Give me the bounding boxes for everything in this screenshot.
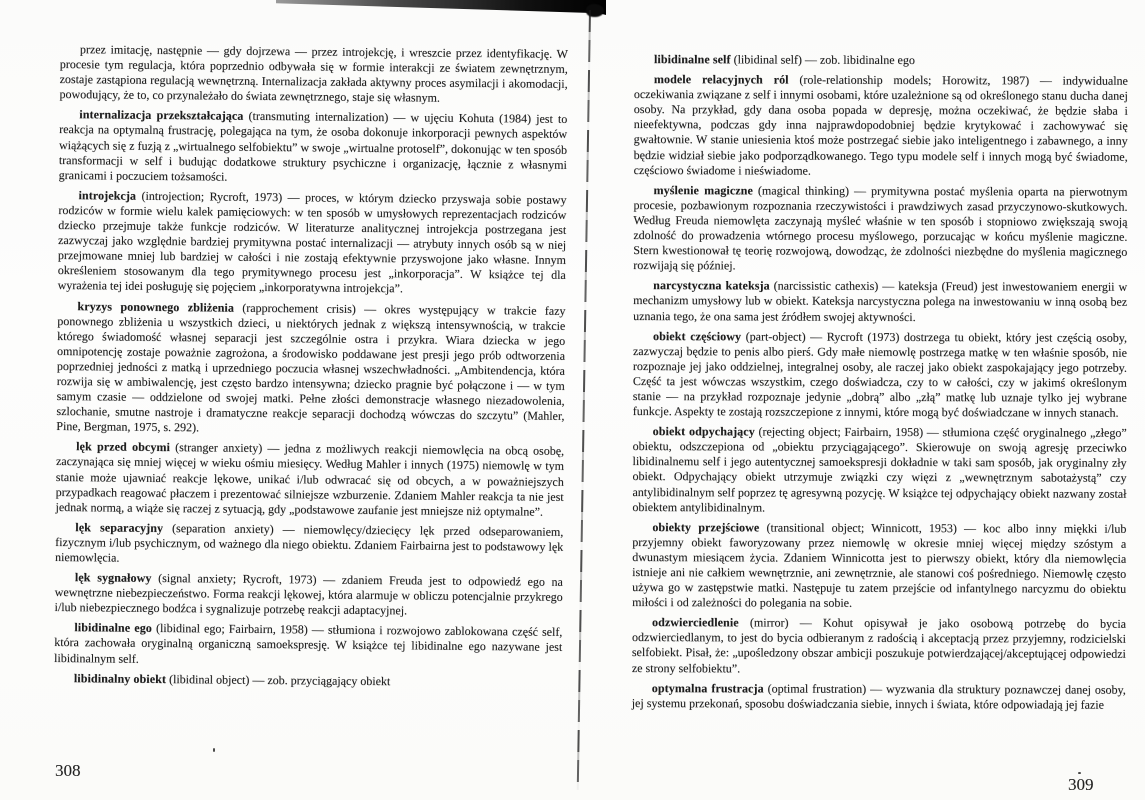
glossary-entry bbox=[633, 329, 1127, 421]
glossary-page-left bbox=[54, 42, 568, 696]
glossary-entry bbox=[59, 107, 568, 187]
entry-body: (stranger anxiety) — jedna z możliwych reakcji niemowlęcia na obcą osobę, zaczynająca się mniej więcej w wieku ośmiu miesięcy. Według Mahler i innych (1975) niemowlę w tym stanie może ujawniać reakcje lękowe, unikać i/lub odwracać się od obcych, a w poważniejszych przypadkach reagować płaczem i prezentować silniejsze wzburzenie. Zdaniem Mahler reakcja ta nie jest jednak normą, a wiąże się raczej z sytuacją, gdy „podstawowe zaufanie jest mniejsze niż optymalne”. bbox=[55, 440, 565, 519]
entry-term: modele relacyjnych ról bbox=[653, 72, 789, 87]
entry-body: (rapprochement crisis) — okres występujący w trakcie fazy ponownego zbliżenia u wszystkich dzieci, u niektórych jednak z większą intensywnością, w trakcie którego świadomość własnej separacji jest szczególnie ostra i przykra. Wiara dziecka w jego omnipotencję zostaje poważnie zagrożona, a środowisko poddawane jest presji jego prób odtworzenia poprzedniej jedności z matką i uprzedniego poczucia własnej wszechwładności. „Ambitendencja, która rozwija się w ambiwalencję, jest często bardzo intensywna; dziecko pragnie być połączone i — w tym samym czasie — oddzielone od swojej matki. Pełne złości demonstracje własnego niezadowolenia, szlochanie, smutne nastroje i dramatyczne reakcje separacji dochodzą wówczas do szczytu” (Mahler, Pine, Bergman, 1975, s. 292). bbox=[56, 300, 566, 435]
glossary-entry-continuation bbox=[59, 42, 568, 107]
entry-body: (transmuting internalization) — w ujęciu Kohuta (1984) jest to reakcja na optymalną frustrację, polegająca na tym, że osoba dokonuje inkorporacji pewnych aspektów wiążących się z fuzją z „wirtualnego selfobiektu” w swoje „wirtualne protoself”, dokonując w ten sposób transformacji w self i budując dodatkowe struktury psychiczne i organizację, łącznie z własnymi granicami i poczuciem tożsamości. bbox=[58, 109, 568, 184]
entry-term: introjekcja bbox=[78, 188, 137, 203]
entry-body: (magical thinking) — prymitywna postać myślenia oparta na pierwotnym procesie, pozbawionym rozpoznania rzeczywistości i prawdziwych zasad przyczynowo-skutkowych. Według Freuda niemowlęta zaczynają myśleć właśnie w ten sposób i stopniowo zwiększają swoją zdolność do prowadzenia wtórnego procesu myślowego, porzucając w końcu myślenie magiczne. Stern kwestionował tę teorię rozwojową, dowodząc, że zdolności niezbędne do myślenia magicznego rozwijają się później. bbox=[633, 183, 1128, 273]
entry-term: libidinalne ego bbox=[74, 620, 153, 636]
glossary-entry bbox=[634, 72, 1128, 179]
entry-term: narcystyczna kateksja bbox=[653, 278, 770, 293]
entry-term: internalizacja przekształcająca bbox=[79, 107, 244, 124]
entry-term: optymalna frustracja bbox=[651, 680, 764, 696]
entry-term: kryzys ponownego zbliżenia bbox=[77, 298, 235, 315]
glossary-entry bbox=[55, 439, 564, 519]
glossary-entry bbox=[634, 52, 1128, 69]
entry-term: lęk separacyjny bbox=[75, 519, 164, 535]
entry-body: (narcissistic cathexis) — kateksja (Freud) jest inwestowaniem energii w mechanizm umysłowy lub w obiekt. Kateksja narcystyczna polega na inwestowaniu w inną osobą bez uznania tego, że ona sama jest źródłem swojej aktywności. bbox=[633, 278, 1128, 324]
glossary-entry bbox=[632, 520, 1126, 612]
entry-body: (introjection; Rycroft, 1973) — proces, w którym dziecko przyswaja sobie postawy rodziców w formie wielu kalek pamięciowych: w ten sposób w umysłowych reprezentacjach rodziców dziecko przejmuje także funkcje rodziców. W literaturze analitycznej introjekcja postrzegana jest zazwyczaj jako względnie bardziej prymitywna postać internalizacji — atrybuty innych osób są w niej przejmowane mniej lub bardziej w całości i nie zostają efektywnie przyswojone jako własne. Innym określeniem stosowanym dla tego prymitywnego procesu jest „inkorporacja”. W książce tej dla wyrażenia tej idei posługuję się pojęciem „inkorporatywna introjekcja”. bbox=[57, 188, 567, 296]
entry-term: lęk przed obcymi bbox=[76, 439, 171, 455]
page-number-right: 309 bbox=[1068, 775, 1094, 794]
glossary-entry bbox=[55, 520, 563, 570]
entry-body: (signal anxiety; Rycroft, 1973) — zdaniem Freuda jest to odpowiedź ego na wewnętrzne niebezpieczeństwo. Forma reakcji lękowej, która alarmuje w obliczu potencjalnie przykrego i/lub niebezpiecznego bodźca i sygnalizuje potrzebę reakcji adaptacyjnej. bbox=[54, 570, 563, 618]
glossary-entry bbox=[54, 570, 562, 620]
scan-speck bbox=[1078, 772, 1081, 774]
entry-term: odzwierciedlenie bbox=[651, 615, 739, 630]
glossary-entry bbox=[54, 671, 562, 691]
entry-term: obiekty przejściowe bbox=[652, 519, 760, 535]
entry-body: (mirror) — Kohut opisywał je jako osobową potrzebę do bycia odzwierciedlanym, to jest do bycia odbieranym z radością i akceptacją przez przyjemny, rodzicielski selfobiekt. Pisał, że: „upośledzony obszar ambicji poszukuje potwierdzającej/akceptującej odpowiedzi ze strony selfobiektu”. bbox=[631, 615, 1127, 675]
entry-body: (libidinal object) — zob. przyciągający obiekt bbox=[165, 671, 391, 688]
page-number-left: 308 bbox=[55, 761, 81, 780]
glossary-entry bbox=[633, 278, 1127, 325]
entry-body: (libidinal ego; Fairbairn, 1958) — stłumiona i rozwojowo zablokowana część self, która zachowała oryginalną organiczną samoekspresję. W książce tej libidinalne ego nazywane jest libidinalnym self. bbox=[54, 621, 563, 666]
entry-term: obiekt częściowy bbox=[652, 328, 742, 343]
glossary-entry bbox=[632, 615, 1126, 677]
entry-term: libidinalny obiekt bbox=[73, 670, 167, 686]
entry-body: (part-object) — Rycroft (1973) dostrzega tu obiekt, który jest częścią osoby, zazwyczaj będzie to penis albo pierś. Gdy małe niemowlę postrzega matkę w ten właśnie sposób, nie rozpoznaje jej jako oddzielnej, integralnej osoby, ale raczej jako obiekt zaspokajający jego potrzeby. Część ta jest wówczas wszystkim, czego doświadcza, czy to w całości, czy w jakimś określonym stanie — na przykład rozpoznaje jedynie „dobrą” albo „złą” matkę lub uznaje tylko jej wybrane funkcje. Aspekty te zostają rozszczepione z innymi, które mogą być doświadczane w innych stanach. bbox=[632, 328, 1128, 420]
entry-term: obiekt odpychający bbox=[652, 424, 755, 439]
entry-body: (transitional object; Winnicott, 1953) — koc albo inny miękki i/lub przyjemny obiekt faworyzowany przez niemowlę w okresie mniej więcej między szóstym a dwunastym miesiącem życia. Zdaniem Winnicotta jest to pierwszy obiekt, który dla niemowlęcia istnieje ani nie całkiem wewnętrznie, ani zewnętrznie, ale stanowi coś pośredniego. Niemowlę często używa go w zastępstwie matki. Następuje tu zatem przejście od infantylnego narcyzmu do obiektu miłości i od zależności do polegania na sobie. bbox=[632, 520, 1127, 610]
entry-term: myślenie magiczne bbox=[653, 182, 753, 198]
entry-body: (optimal frustration) — wyzwania dla struktury poznawczej danej osoby, jej systemu przekonań, sposobu doświadczania siebie, innych i świata, które odpowiadają jej fazie bbox=[631, 681, 1126, 712]
glossary-entry bbox=[54, 620, 562, 670]
entry-term: lęk sygnałowy bbox=[74, 570, 152, 585]
entry-body: (rejecting object; Fairbairn, 1958) — stłumiona część oryginalnego „złego” obiektu, odszczepiona od „obiektu przyciągającego”. Skierowuje on swoją agresję przeciwko libidinalnemu self i jego autentycznej samoekspresji dokładnie w taki sam sposób, jak oryginalny zły obiekt. Odpychający obiekt utrzymuje związki czy więzi z „wewnętrznym sabotażystą” czy antylibidinalnym self poprzez tę agresywną pozycję. W książce tej odpychający obiekt nazwany został obiektem antylibidinalnym. bbox=[632, 424, 1127, 515]
entry-body: (libidinal self) — zob. libidinalne ego bbox=[730, 52, 915, 67]
glossary-entry bbox=[633, 183, 1127, 275]
glossary-entry bbox=[632, 424, 1126, 516]
entry-body: przez imitację, następnie — gdy dojrzewa — przez introjekcję, i wreszcie przez identyfikację. W procesie tym regulacja, która poprzednio odbywała się w formie interakcji ze światem zewnętrznym, zostaje zastąpiona regulacją wewnętrzną. Internalizacja zakłada aktywny proces asymilacji i akomodacji, powodujący, że to, co przynależało do świata zewnętrznego, staje się własnym. bbox=[59, 42, 568, 105]
glossary-page-right bbox=[632, 52, 1128, 718]
entry-body: (role-relationship models; Horowitz, 1987) — indywidualne oczekiwania związane z self i innymi osobami, które uzależnione są od określonego stanu ducha danej osoby. Na przykład, gdy dana osoba popada w depresję, można oczekiwać, że będzie słaba i nieefektywna, podczas gdy inna najprawdopodobniej będzie krytykować i zachowywać się gwałtownie. W stanie uniesienia ktoś może postrzegać siebie jako inteligentnego i zabawnego, a inny będzie widział siebie jako podporządkowanego. Tego typu modele self i innych mogą być świadome, częściowo świadome i nieświadome. bbox=[633, 72, 1128, 178]
glossary-entry bbox=[58, 188, 567, 299]
scan-speck bbox=[213, 748, 215, 752]
entry-body: (separation anxiety) — niemowlęcy/dziecięcy lęk przed odseparowaniem, fizycznym i/lub psychicznym, od ważnego dla niego obiektu. Zdaniem Fairbairna jest to podstawowy lęk niemowlęcia. bbox=[54, 520, 564, 565]
glossary-entry bbox=[632, 681, 1126, 713]
glossary-entry bbox=[56, 298, 565, 439]
entry-term: libidinalne self bbox=[653, 52, 731, 67]
